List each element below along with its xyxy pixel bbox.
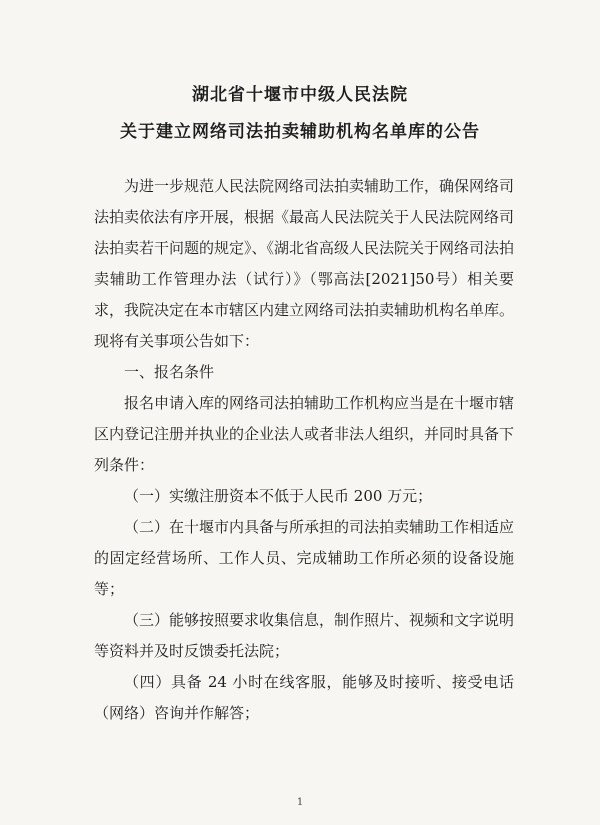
condition-item-4: （四）具备 24 小时在线客服，能够及时接听、接受电话（网络）咨询并作解答；	[94, 673, 514, 722]
notice-body	[94, 171, 514, 729]
conditions-intro-paragraph: 报名申请入库的网络司法拍辅助工作机构应当是在十堰市辖区内登记注册并执业的企业法人或者非法人组织，并同时具备下列条件：	[94, 394, 515, 474]
condition-item-3: （三）能够按照要求收集信息，制作照片、视频和文字说明等资料并及时反馈委托法院；	[94, 611, 515, 660]
condition-item-2: （二）在十堰市内具备与所承担的司法拍卖辅助工作相适应的固定经营场所、工作人员、完成辅助工作所必须的设备设施等；	[94, 518, 515, 598]
page-number: 1	[296, 797, 304, 808]
intro-paragraph: 为进一步规范人民法院网络司法拍卖辅助工作，确保网络司法拍卖依法有序开展，根据《最高人民法院关于人民法院网络司法拍卖若干问题的规定》、《湖北省高级人民法院关于网络司法拍卖辅助工作管理办法（试行）》（鄂高法[2021]50号）相关要求，我院决定在本市辖区内建立网络司法拍卖辅助机构名单库。现将有关事项公告如下：	[94, 177, 515, 350]
notice-title-heading: 关于建立网络司法拍卖辅助机构名单库的公告	[120, 122, 480, 142]
condition-item-1: （一）实缴注册资本不低于人民币 200 万元；	[124, 487, 433, 505]
section-heading-registration-conditions: 一、报名条件	[124, 363, 215, 381]
court-name-heading: 湖北省十堰市中级人民法院	[192, 85, 408, 105]
